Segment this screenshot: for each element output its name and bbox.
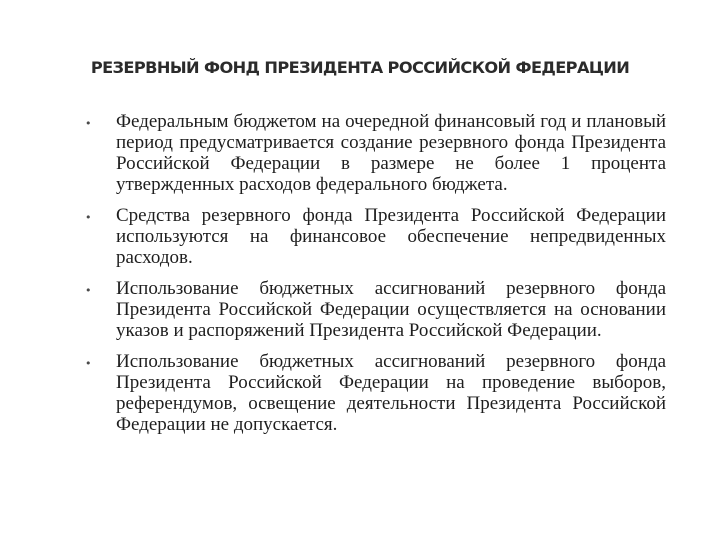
- bullet-dot-icon: •: [85, 284, 92, 297]
- bullet-item: [82, 351, 666, 435]
- bullet-text: Средства резервного фонда Президента Российской Федерации используются на финансовое обеспечение непредвиденных расходов.: [116, 205, 666, 268]
- bullet-text: Использование бюджетных ассигнований резервного фонда Президента Российской Федерации на проведение выборов, референдумов, освещение деятельности Президента Российской Федерации не допускается.: [116, 351, 666, 435]
- bullet-dot-icon: •: [85, 357, 92, 370]
- bullet-dot-icon: •: [85, 211, 92, 224]
- bullet-text: Использование бюджетных ассигнований резервного фонда Президента Российской Федерации осуществляется на основании указов и распоряжений Президента Российской Федерации.: [116, 278, 666, 341]
- bullet-item: [82, 111, 666, 195]
- bullet-dot-icon: •: [85, 117, 92, 130]
- bullet-item: [82, 205, 666, 268]
- bullet-list: [82, 111, 666, 445]
- slide-title: РЕЗЕРВНЫЙ ФОНД ПРЕЗИДЕНТА РОССИЙСКОЙ ФЕДЕРАЦИИ: [90, 58, 630, 77]
- bullet-item: [82, 278, 666, 341]
- bullet-text: Федеральным бюджетом на очередной финансовый год и плановый период предусматривается создание резервного фонда Президента Российской Федерации в размере не более 1 процента утвержденных расходов федерального бюджета.: [116, 111, 666, 195]
